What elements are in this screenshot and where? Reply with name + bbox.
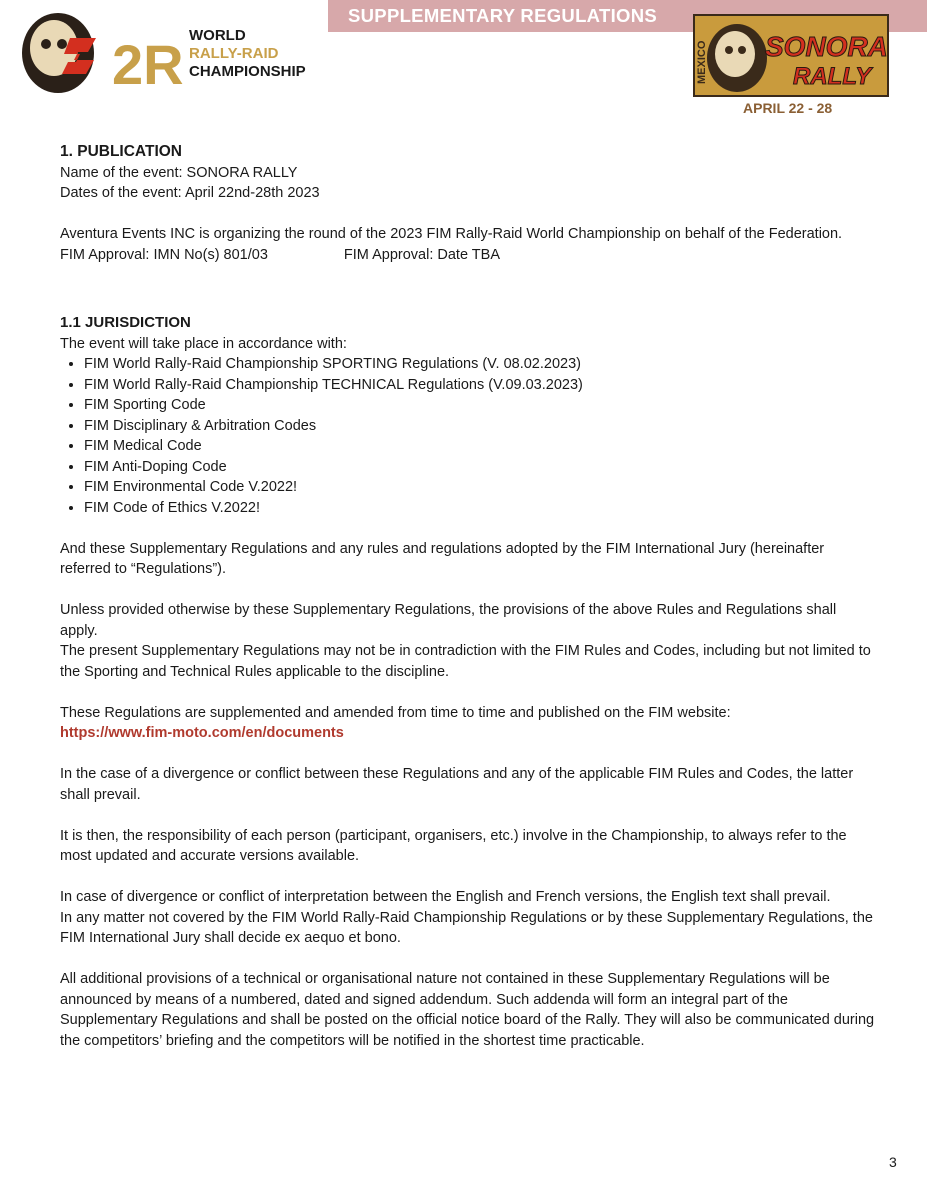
document-body	[60, 142, 875, 1051]
page-number: 3	[889, 1154, 897, 1170]
section-heading-jurisdiction: 1.1 JURISDICTION	[60, 314, 191, 331]
paragraph: In the case of a divergence or conflict between these Regulations and any of the applicable FIM Rules and Codes, the latter shall prevail.	[60, 766, 854, 803]
list-item: • FIM Sporting Code	[84, 395, 875, 416]
event-dates-tag: APRIL 22 - 28	[743, 100, 833, 116]
list-item: • FIM World Rally-Raid Championship TECHNICAL Regulations (V.09.03.2023)	[84, 375, 875, 396]
approval-imn: FIM Approval: IMN No(s) 801/03	[60, 246, 268, 263]
paragraph: In case of divergence or conflict of interpretation between the English and French versions, the English text shall prevail.	[60, 889, 831, 905]
list-item: • FIM Medical Code	[84, 436, 875, 457]
wrrc-wordmark	[189, 28, 306, 79]
paragraph: Unless provided otherwise by these Supplementary Regulations, the provisions of the above Rules and Regulations shall apply.	[60, 602, 837, 639]
fim-documents-link[interactable]: https://www.fim-moto.com/en/documents	[60, 725, 344, 741]
wrrc-line3: CHAMPIONSHIP	[189, 63, 306, 80]
wrrc-line1: WORLD	[189, 27, 246, 44]
rally-wordmark: RALLY	[793, 63, 872, 90]
svg-text:2R: 2R	[112, 33, 184, 96]
list-item: • FIM Code of Ethics V.2022!	[84, 498, 875, 519]
banner-title: SUPPLEMENTARY REGULATIONS	[348, 5, 658, 26]
wrrc-emblem-icon	[18, 8, 188, 98]
wrrc-line2: RALLY-RAID	[189, 45, 279, 62]
event-dates: Dates of the event: April 22nd-28th 2023	[60, 185, 320, 201]
list-item: • FIM World Rally-Raid Championship SPORTING Regulations (V. 08.02.2023)	[84, 354, 875, 375]
paragraph: And these Supplementary Regulations and any rules and regulations adopted by the FIM International Jury (hereinafter referred to “Regulations”).	[60, 540, 825, 577]
paragraph: These Regulations are supplemented and amended from time to time and published on the FIM website:	[60, 704, 731, 721]
list-item: • FIM Disciplinary & Arbitration Codes	[84, 416, 875, 437]
sonora-side-text: MEXICO	[696, 40, 708, 84]
paragraph: The present Supplementary Regulations may not be in contradiction with the FIM Rules and Codes, including but not limited to the Sporting and Technical Rules applicable to the discipline.	[60, 643, 871, 680]
paragraph: It is then, the responsibility of each person (participant, organisers, etc.) involve in the Championship, to always refer to the most updated and accurate versions available.	[60, 827, 847, 864]
sonora-wordmark: SONORA	[765, 31, 888, 62]
organizer-statement: Aventura Events INC is organizing the round of the 2023 FIM Rally-Raid World Championship on behalf of the Federation.	[60, 226, 843, 242]
paragraph: In any matter not covered by the FIM World Rally-Raid Championship Regulations or by these Supplementary Regulations, the FIM International Jury shall decide ex aequo et bono.	[60, 909, 873, 946]
sonora-rally-logo	[693, 14, 889, 103]
paragraph: All additional provisions of a technical or organisational nature not contained in these Supplementary Regulations will be announced by means of a numbered, dated and signed addendum. Such addenda will form an integral part of the Supplementary Regulations and shall be posted on the official notice board of the Rally. They will also be communicated during the competitors’ briefing and the competitors will be notified in the shortest time practicable.	[60, 971, 875, 1049]
approval-line	[60, 245, 875, 266]
regulations-list	[60, 354, 875, 518]
wrrc-logo	[18, 8, 188, 103]
approval-date: FIM Approval: Date TBA	[343, 246, 500, 263]
section-heading-publication: 1. PUBLICATION	[60, 143, 182, 160]
jurisdiction-intro: The event will take place in accordance with:	[60, 335, 347, 352]
list-item: • FIM Environmental Code V.2022!	[84, 477, 875, 498]
event-name: Name of the event: SONORA RALLY	[60, 164, 298, 181]
sonora-rally-emblem-icon	[693, 14, 889, 98]
list-item: • FIM Anti-Doping Code	[84, 457, 875, 478]
